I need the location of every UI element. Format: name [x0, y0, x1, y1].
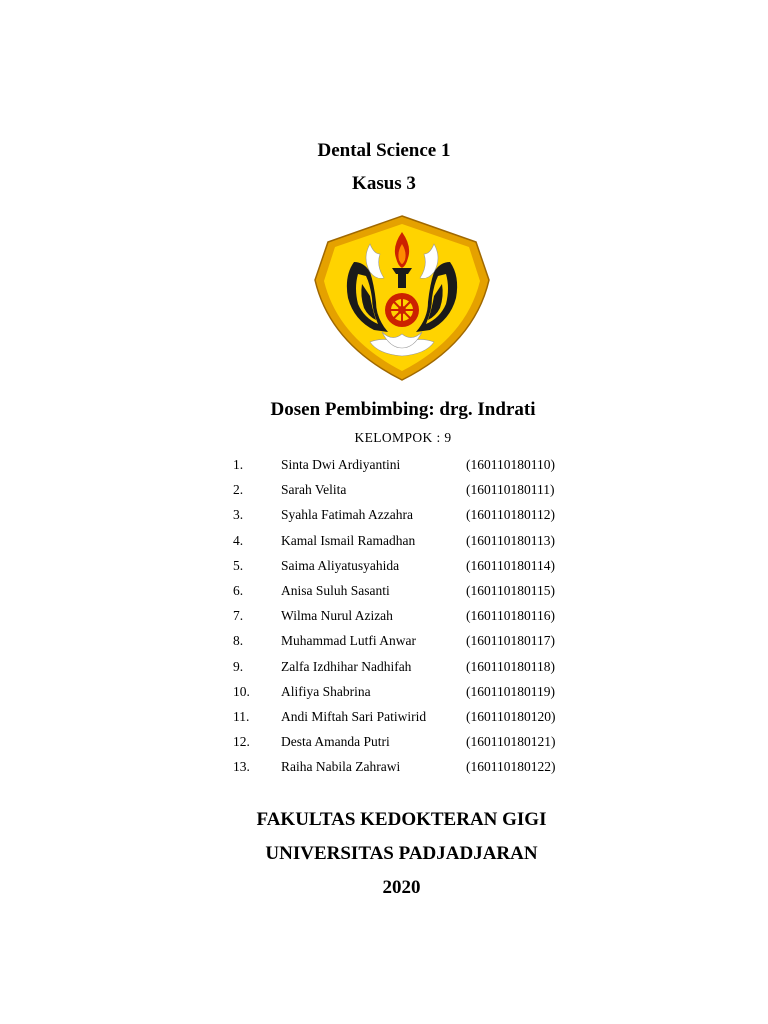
member-id: (160110180115) [466, 582, 555, 598]
list-item [233, 480, 613, 505]
member-name: Kamal Ismail Ramadhan [281, 532, 416, 548]
member-name: Anisa Suluh Sasanti [281, 582, 390, 598]
member-name: Zalfa Izdhihar Nadhifah [281, 658, 412, 674]
member-number: 9. [233, 658, 244, 674]
case-title: Kasus 3 [352, 173, 416, 194]
member-id: (160110180120) [466, 708, 556, 724]
member-list [233, 455, 613, 782]
member-id: (160110180118) [466, 658, 555, 674]
member-id: (160110180117) [466, 633, 555, 649]
member-id: (160110180110) [466, 457, 555, 472]
list-item [233, 581, 613, 606]
member-number: 13. [233, 759, 250, 775]
list-item [233, 556, 613, 581]
member-number: 5. [233, 557, 244, 573]
list-item [233, 531, 613, 556]
member-name: Sinta Dwi Ardiyantini [281, 457, 401, 472]
member-id: (160110180113) [466, 532, 555, 548]
member-number: 4. [233, 532, 244, 548]
list-item [233, 682, 613, 707]
list-item [233, 455, 613, 480]
member-name: Saima Aliyatusyahida [281, 557, 400, 573]
member-number: 3. [233, 507, 244, 523]
member-name: Desta Amanda Putri [281, 734, 390, 750]
list-item [233, 757, 613, 782]
member-name: Raiha Nabila Zahrawi [281, 759, 401, 775]
member-number: 11. [233, 708, 250, 724]
university-name: UNIVERSITAS PADJADJARAN [265, 843, 538, 864]
member-id: (160110180121) [466, 734, 556, 750]
member-name: Muhammad Lutfi Anwar [281, 633, 416, 649]
member-number: 1. [233, 457, 244, 472]
lecturer-line: Dosen Pembimbing: drg. Indrati [270, 399, 536, 420]
universitas-padjadjaran-emblem-icon [314, 214, 490, 382]
course-title: Dental Science 1 [317, 140, 451, 161]
list-item [233, 657, 613, 682]
list-item [233, 505, 613, 530]
member-name: Andi Miftah Sari Patiwirid [281, 708, 427, 724]
list-item [233, 631, 613, 656]
member-number: 7. [233, 608, 244, 624]
member-number: 10. [233, 683, 250, 699]
member-name: Wilma Nurul Azizah [281, 608, 393, 624]
list-item [233, 606, 613, 631]
member-id: (160110180119) [466, 683, 555, 699]
list-item [233, 732, 613, 757]
member-id: (160110180122) [466, 759, 556, 775]
member-name: Sarah Velita [281, 482, 347, 498]
member-id: (160110180114) [466, 557, 555, 573]
list-item [233, 707, 613, 732]
member-id: (160110180116) [466, 608, 555, 624]
faculty-name: FAKULTAS KEDOKTERAN GIGI [256, 809, 547, 830]
member-id: (160110180111) [466, 482, 555, 498]
member-number: 8. [233, 633, 244, 649]
member-name: Syahla Fatimah Azzahra [281, 507, 413, 523]
member-name: Alifiya Shabrina [281, 683, 371, 699]
member-number: 6. [233, 582, 244, 598]
member-number: 12. [233, 734, 250, 750]
member-id: (160110180112) [466, 507, 555, 523]
member-number: 2. [233, 482, 244, 498]
group-label: KELOMPOK : 9 [354, 430, 452, 445]
year: 2020 [382, 877, 421, 898]
